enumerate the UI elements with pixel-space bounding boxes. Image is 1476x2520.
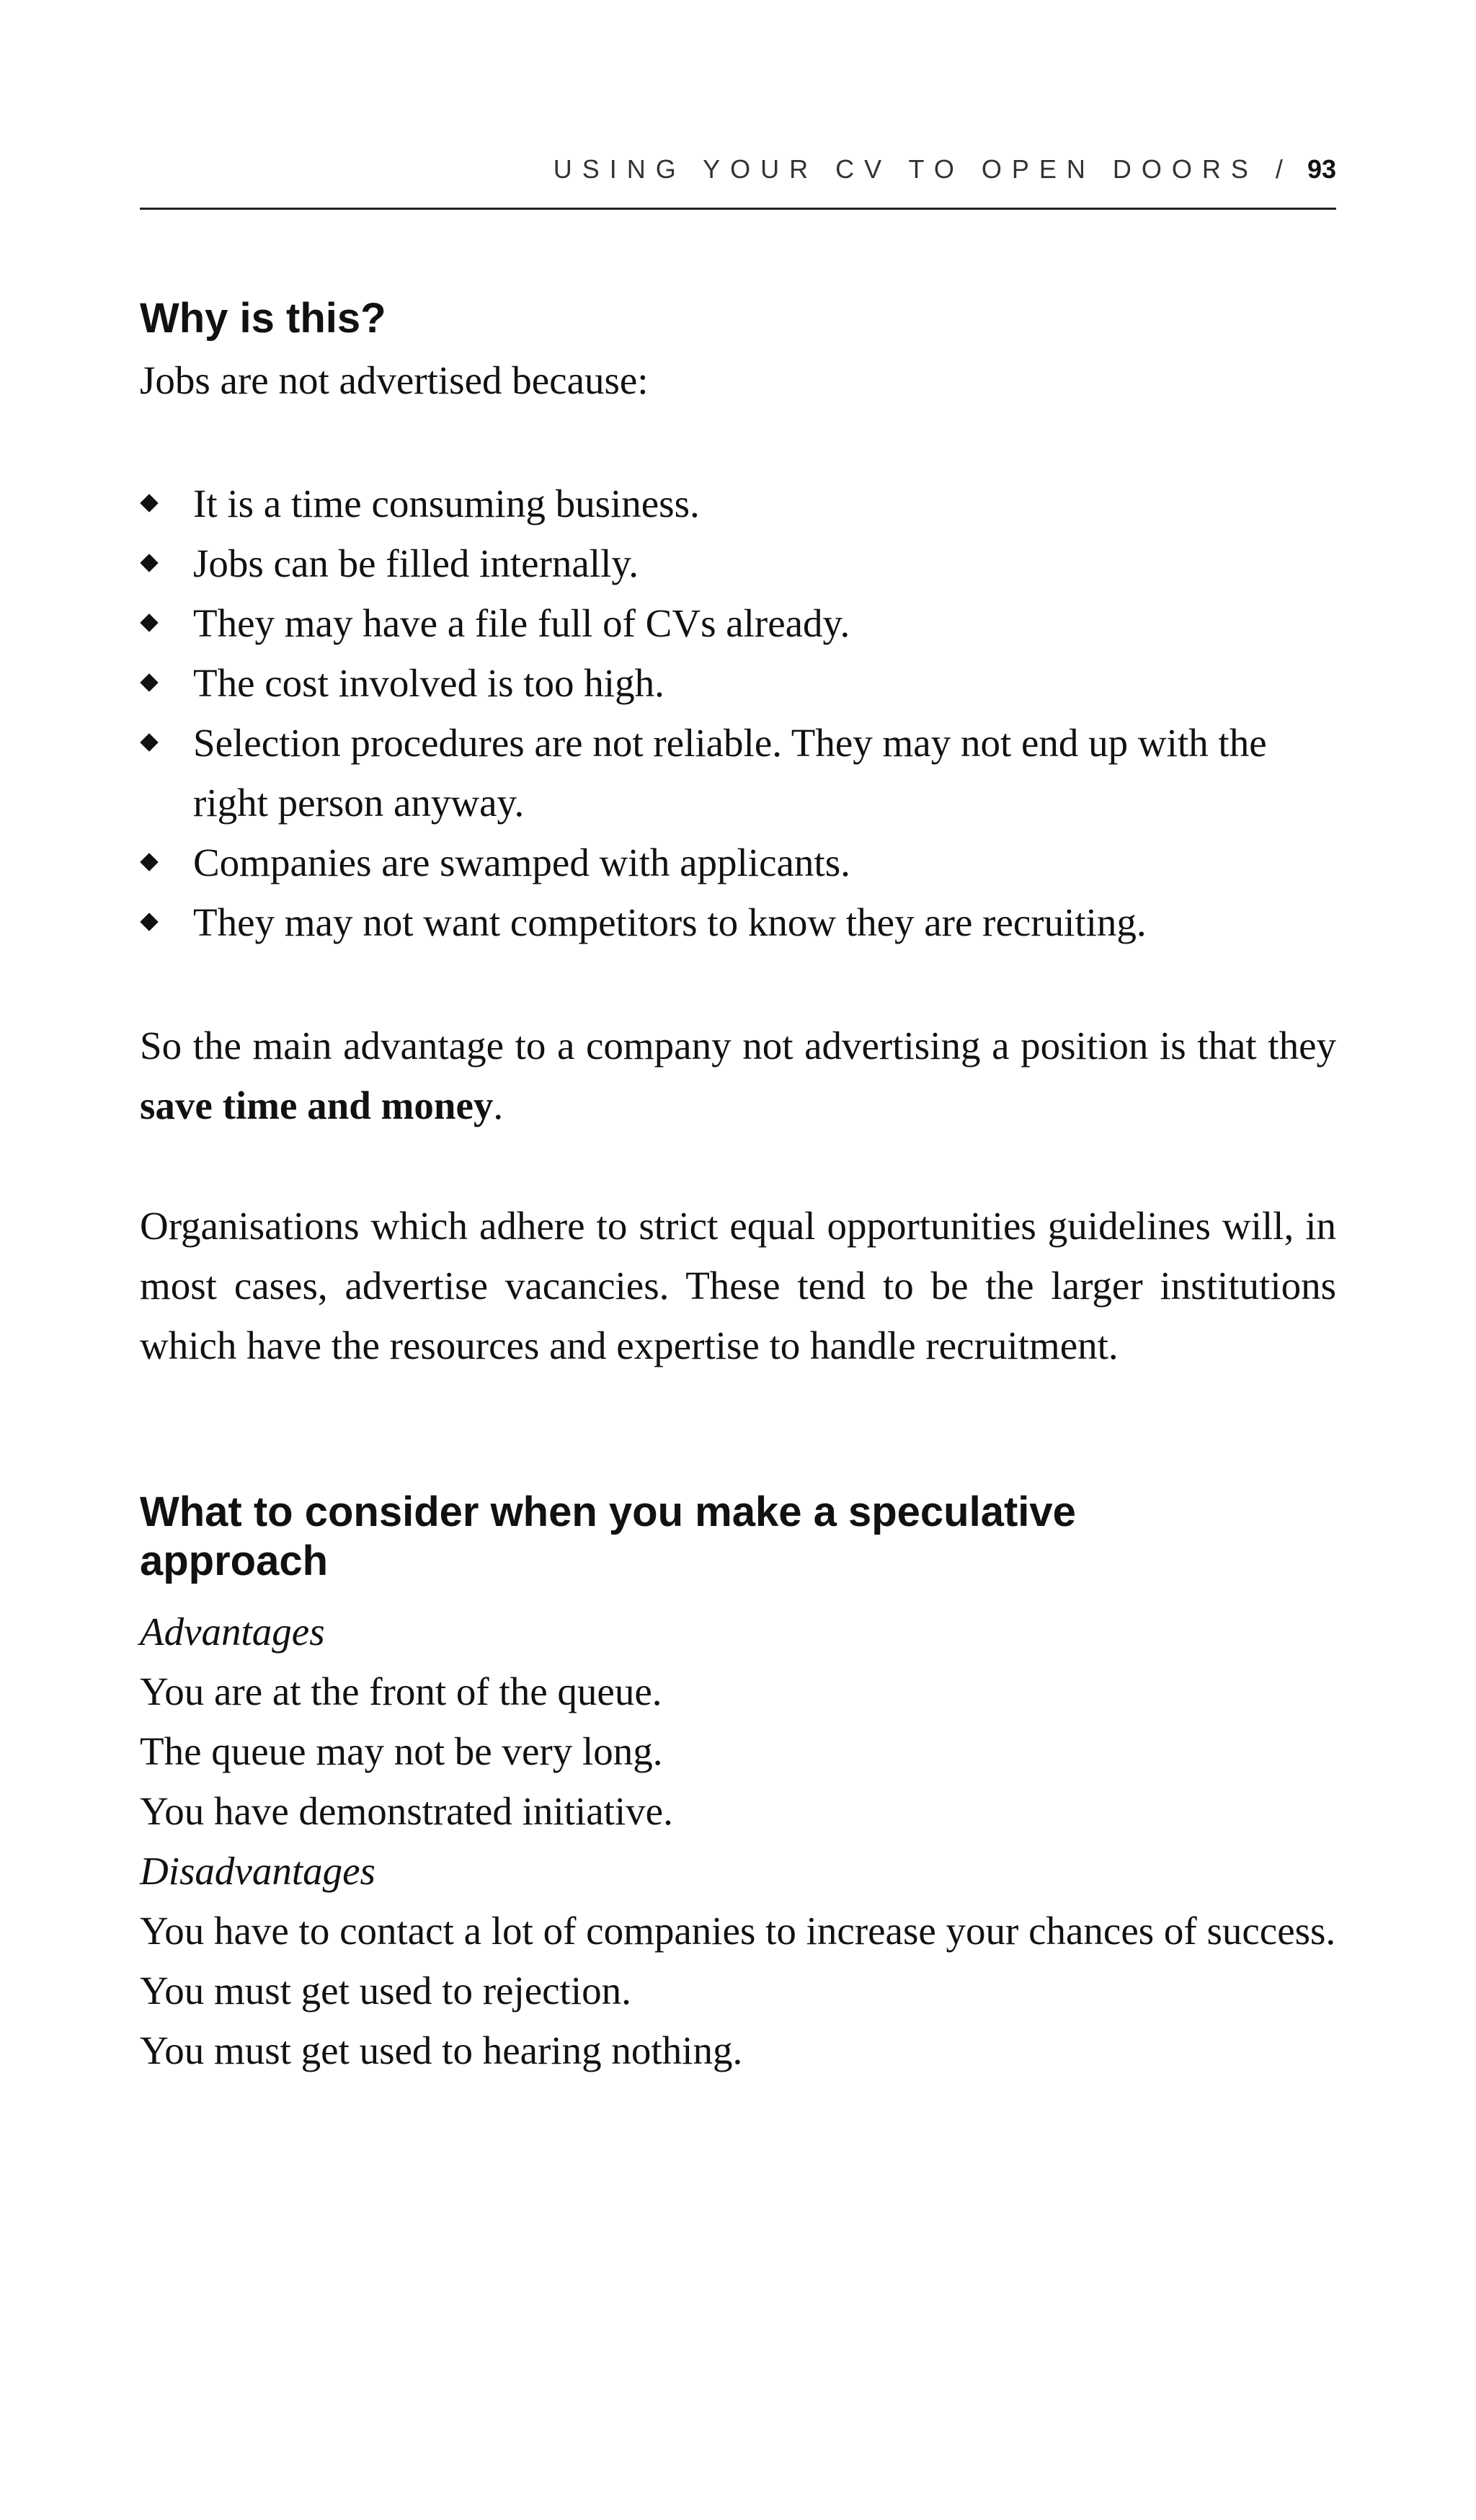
advantage-text-end: . xyxy=(493,1083,504,1127)
diamond-bullet-icon xyxy=(140,673,158,691)
advantage-item: You have demonstrated initiative. xyxy=(140,1789,673,1833)
diamond-bullet-icon xyxy=(140,613,158,631)
advantage-item: You are at the front of the queue. xyxy=(140,1669,662,1713)
reasons-list xyxy=(140,474,1336,952)
section-heading-why: Why is this? xyxy=(140,295,386,342)
disadvantage-item: You must get used to hearing nothing. xyxy=(140,2028,743,2072)
list-item xyxy=(140,833,1336,892)
diamond-bullet-icon xyxy=(140,733,158,751)
running-header xyxy=(554,154,1336,185)
diamond-bullet-icon xyxy=(140,494,158,512)
header-separator: / xyxy=(1275,154,1283,184)
heading-line: What to consider when you make a speculative xyxy=(140,1489,1076,1535)
advantage-text-start: So the main advantage to a company not advertising a position is that they xyxy=(140,1024,1336,1068)
diamond-bullet-icon xyxy=(140,554,158,572)
header-rule xyxy=(140,208,1336,210)
advantage-paragraph xyxy=(140,1016,1336,1135)
list-item-text: It is a time consuming business. xyxy=(193,482,700,525)
running-title: USING YOUR CV TO OPEN DOORS xyxy=(553,154,1258,184)
list-item-text: Companies are swamped with applicants. xyxy=(193,840,850,884)
list-item-text: The cost involved is too high. xyxy=(193,661,664,705)
heading-line: approach xyxy=(140,1538,329,1584)
advantage-emphasis: save time and money xyxy=(140,1083,494,1127)
intro-text: Jobs are not advertised because: xyxy=(140,358,649,402)
pros-cons-block xyxy=(140,1602,1336,2080)
advantage-item: The queue may not be very long. xyxy=(140,1729,663,1773)
page-number: 93 xyxy=(1307,154,1336,184)
diamond-bullet-icon xyxy=(140,853,158,871)
disadvantage-item: You have to contact a lot of companies to increase your chances of success. xyxy=(140,1909,1336,1953)
disadvantage-item: You must get used to rejection. xyxy=(140,1969,631,2013)
list-item-text: Jobs can be filled internally. xyxy=(193,541,639,585)
section-heading-speculative xyxy=(140,1488,1076,1586)
advantages-label: Advantages xyxy=(140,1610,325,1654)
list-item xyxy=(140,474,1336,533)
list-item xyxy=(140,892,1336,952)
diamond-bullet-icon xyxy=(140,913,158,931)
list-item xyxy=(140,593,1336,653)
list-item xyxy=(140,533,1336,593)
organisations-paragraph: Organisations which adhere to strict equal opportunities guidelines will, in most cases, advertise vacancies. These tend to be the larger institutions which have the resources and expertise to handle recruitment. xyxy=(140,1204,1336,1367)
list-item-text: They may have a file full of CVs already. xyxy=(193,601,850,645)
list-item-text: Selection procedures are not reliable. They may not end up with the right person anyway. xyxy=(193,721,1267,825)
list-item xyxy=(140,653,1336,713)
list-item xyxy=(140,713,1336,833)
list-item-text: They may not want competitors to know they are recruiting. xyxy=(193,900,1147,944)
disadvantages-label: Disadvantages xyxy=(140,1849,375,1893)
